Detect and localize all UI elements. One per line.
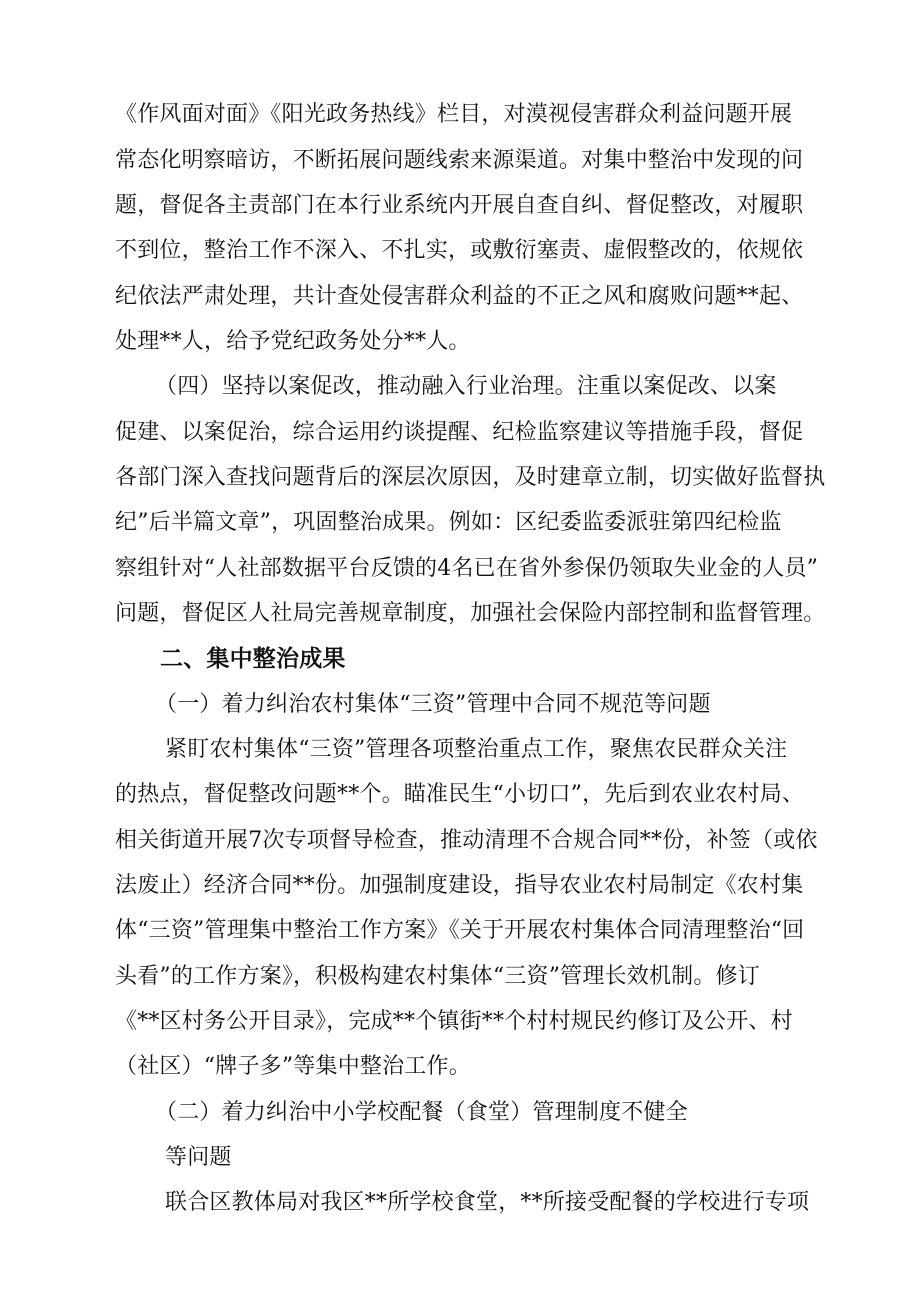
paragraph-line: 《**区村务公开目录》，完成**个镇街**个村村规民约修订及公开、村 bbox=[115, 1009, 793, 1034]
paragraph-line: 察组针对“人社部数据平台反馈的4名已在省外参保仍领取失业金的人员” bbox=[115, 556, 819, 581]
paragraph-line: 《作风面对面》《阳光政务热线》栏目，对漠视侵害群众利益问题开展 bbox=[115, 102, 793, 127]
subsection-heading: （四）坚持以案促改，推动融入行业治理。注重以案促改、以案 bbox=[155, 374, 777, 399]
paragraph-line: 体“三资”管理集中整治工作方案》《关于开展农村集体合同清理整治“回 bbox=[115, 918, 805, 943]
paragraph-line: （社区）“牌子多”等集中整治工作。 bbox=[115, 1054, 471, 1079]
paragraph-line: 常态化明察暗访，不断拓展问题线索来源渠道。对集中整治中发现的问 bbox=[115, 148, 804, 173]
paragraph-line: 不到位，整治工作不深入、不扎实，或敷衍塞责、虚假整改的，依规依 bbox=[115, 238, 804, 263]
subsection-heading-continuation: 等问题 bbox=[165, 1145, 232, 1170]
paragraph-line: 联合区教体局对我区**所学校食堂，**所接受配餐的学校进行专项 bbox=[165, 1190, 810, 1215]
paragraph-line: 紧盯农村集体“三资”管理各项整治重点工作，聚焦农民群众关注 bbox=[165, 737, 788, 762]
paragraph-line: 问题，督促区人社局完善规章制度，加强社会保险内部控制和监督管理。 bbox=[115, 601, 826, 626]
paragraph-line: 相关街道开展7次专项督导检查，推动清理不合规合同**份，补签（或依 bbox=[115, 828, 818, 853]
paragraph-line: 各部门深入查找问题背后的深层次原因，及时建章立制，切实做好监督执 bbox=[115, 465, 826, 490]
paragraph-line: 头看”的工作方案》，积极构建农村集体“三资”管理长效机制。修订 bbox=[115, 964, 760, 989]
subsection-heading: （二）着力纠治中小学校配餐（食堂）管理制度不健全 bbox=[155, 1100, 688, 1125]
section-heading: 二、集中整治成果 bbox=[160, 646, 346, 672]
paragraph-line: 纪依法严肃处理，共计查处侵害群众利益的不正之风和腐败问题**起、 bbox=[115, 284, 804, 309]
paragraph-line: 处理**人，给予党纪政务处分**人。 bbox=[115, 329, 471, 354]
paragraph-line: 的热点，督促整改问题**个。瞄准民生“小切口”，先后到农业农村局、 bbox=[115, 782, 805, 807]
paragraph-line: 法废止）经济合同**份。加强制度建设，指导农业农村局制定《农村集 bbox=[115, 873, 804, 898]
paragraph-line: 促建、以案促治，综合运用约谈提醒、纪检监察建议等措施手段，督促 bbox=[115, 420, 804, 445]
paragraph-line: 题，督促各主责部门在本行业系统内开展自查自纠、督促整改，对履职 bbox=[115, 193, 804, 218]
paragraph-line: 纪”后半篇文章”，巩固整治成果。例如：区纪委监委派驻第四纪检监 bbox=[115, 510, 782, 535]
subsection-heading: （一）着力纠治农村集体“三资”管理中合同不规范等问题 bbox=[155, 692, 711, 717]
